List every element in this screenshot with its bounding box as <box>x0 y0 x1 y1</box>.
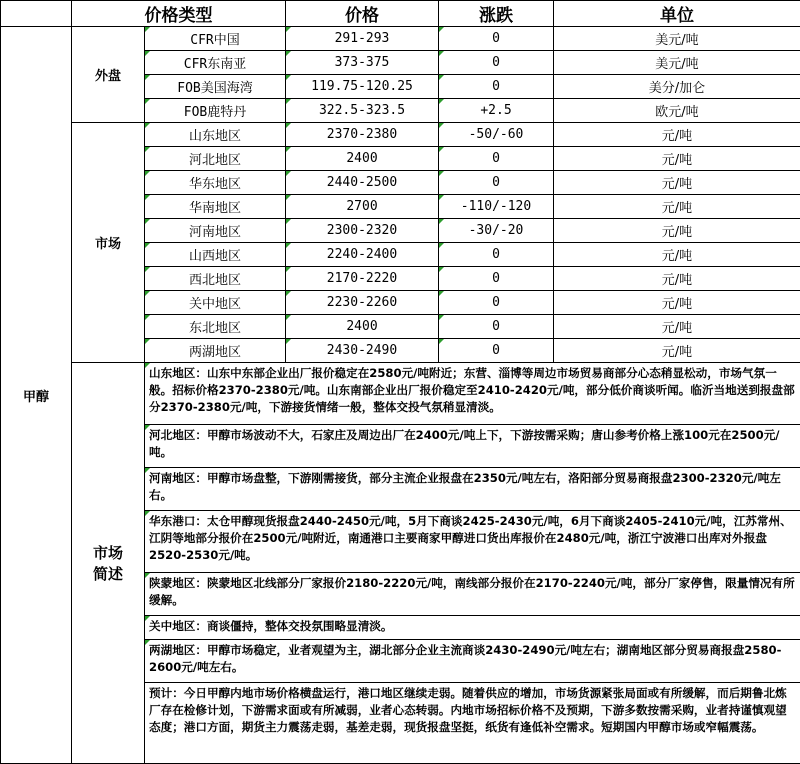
row-unit: 元/吨 <box>554 243 800 267</box>
note-shaanmeng: 陕蒙地区：陕蒙地区北线部分厂家报价2180-2220元/吨，南线部分报价在2170-2240元/吨，部分厂家停售，限量情况有所缓解。 <box>145 573 800 616</box>
row-name: 华南地区 <box>145 195 286 219</box>
row-price: 2230-2260 <box>286 291 439 315</box>
row-change: 0 <box>439 171 554 195</box>
note-lianghu: 两湖地区：甲醇市场稳定，业者观望为主，湖北部分企业主流商谈2430-2490元/吨左右；湖南地区部分贸易商报盘2580-2600元/吨左右。 <box>145 640 800 683</box>
row-unit: 元/吨 <box>554 123 800 147</box>
row-change: 0 <box>439 267 554 291</box>
header-price: 价格 <box>286 1 439 27</box>
row-unit: 元/吨 <box>554 267 800 291</box>
row-unit: 元/吨 <box>554 315 800 339</box>
row-price: 322.5-323.5 <box>286 99 439 123</box>
row-unit: 美分/加仑 <box>554 75 800 99</box>
row-price: 2300-2320 <box>286 219 439 243</box>
row-unit: 元/吨 <box>554 147 800 171</box>
row-change: 0 <box>439 51 554 75</box>
row-name: 西北地区 <box>145 267 286 291</box>
row-price: 2440-2500 <box>286 171 439 195</box>
row-unit: 元/吨 <box>554 195 800 219</box>
row-price: 291-293 <box>286 27 439 51</box>
outer-label: 外盘 <box>72 27 145 123</box>
row-change: 0 <box>439 339 554 363</box>
row-price: 373-375 <box>286 51 439 75</box>
note-guanzhong: 关中地区：商谈僵持，整体交投氛围略显清淡。 <box>145 616 800 640</box>
row-price: 2400 <box>286 315 439 339</box>
row-name: 两湖地区 <box>145 339 286 363</box>
table-row <box>1 123 800 147</box>
row-name: 河北地区 <box>145 147 286 171</box>
header-unit: 单位 <box>554 1 800 27</box>
header-blank <box>1 1 72 27</box>
row-change: 0 <box>439 147 554 171</box>
row-name: 关中地区 <box>145 291 286 315</box>
row-change: -110/-120 <box>439 195 554 219</box>
note-shandong: 山东地区：山东中东部企业出厂报价稳定在2580元/吨附近；东营、淄博等周边市场贸易商部分心态稍显松动，市场气氛一般。招标价格2370-2380元/吨。山东南部企业出厂报价稳定至2410-2420元/吨，部分低价商谈听闻。临沂当地送到报盘部分2370-2380元/吨，下游接货情绪一般，整体交投气氛稍显清淡。 <box>145 363 800 425</box>
row-price: 2430-2490 <box>286 339 439 363</box>
row-price: 2240-2400 <box>286 243 439 267</box>
row-price: 2400 <box>286 147 439 171</box>
row-change: 0 <box>439 291 554 315</box>
table-row <box>1 27 800 51</box>
row-price: 2370-2380 <box>286 123 439 147</box>
row-unit: 元/吨 <box>554 291 800 315</box>
row-change: -30/-20 <box>439 219 554 243</box>
row-price: 2170-2220 <box>286 267 439 291</box>
row-name: CFR东南亚 <box>145 51 286 75</box>
row-unit: 元/吨 <box>554 171 800 195</box>
row-unit: 美元/吨 <box>554 51 800 75</box>
row-unit: 欧元/吨 <box>554 99 800 123</box>
row-name: 东北地区 <box>145 315 286 339</box>
note-east-port: 华东港口：太仓甲醇现货报盘2440-2450元/吨，5月下商谈2425-2430元/吨，6月下商谈2405-2410元/吨，江苏常州、江阴等地部分报价在2500元/吨附近，南通港口主要商家甲醇进口货出库报价在2480元/吨，浙江宁波港口出库对外报盘2520-2530元/吨。 <box>145 511 800 573</box>
summary-label: 市场简述 <box>72 363 145 764</box>
row-change: 0 <box>439 75 554 99</box>
row-change: +2.5 <box>439 99 554 123</box>
note-forecast: 预计：今日甲醇内地市场价格横盘运行，港口地区继续走弱。随着供应的增加，市场货源紧张局面或有所缓解，而后期鲁北炼厂存在检修计划，下游需求面或有所减弱，业者心态转弱。内地市场招标价格不及预期，下游多数按需采购，业者持谨慎观望态度；港口方面，期货主力震荡走弱，基差走弱，现货报盘坚挺，纸货有逢低补空需求。短期国内甲醇市场或窄幅震荡。 <box>145 683 800 764</box>
row-price: 2700 <box>286 195 439 219</box>
row-change: 0 <box>439 315 554 339</box>
row-name: 山东地区 <box>145 123 286 147</box>
row-change: 0 <box>439 27 554 51</box>
row-change: -50/-60 <box>439 123 554 147</box>
row-price: 119.75-120.25 <box>286 75 439 99</box>
note-henan: 河南地区：甲醇市场盘整，下游刚需接货，部分主流企业报盘在2350元/吨左右，洛阳部分贸易商报盘2300-2320元/吨左右。 <box>145 468 800 511</box>
row-name: 河南地区 <box>145 219 286 243</box>
product-label: 甲醇 <box>1 27 72 764</box>
row-name: FOB美国海湾 <box>145 75 286 99</box>
row-change: 0 <box>439 243 554 267</box>
row-unit: 元/吨 <box>554 219 800 243</box>
market-label: 市场 <box>72 123 145 363</box>
header-row <box>1 1 800 27</box>
header-change: 涨跌 <box>439 1 554 27</box>
row-unit: 美元/吨 <box>554 27 800 51</box>
row-name: 华东地区 <box>145 171 286 195</box>
row-unit: 元/吨 <box>554 339 800 363</box>
header-type: 价格类型 <box>72 1 286 27</box>
row-name: FOB鹿特丹 <box>145 99 286 123</box>
row-name: CFR中国 <box>145 27 286 51</box>
row-name: 山西地区 <box>145 243 286 267</box>
summary-row <box>1 363 800 425</box>
note-hebei: 河北地区：甲醇市场波动不大，石家庄及周边出厂在2400元/吨上下，下游按需采购；唐山参考价格上涨100元在2500元/吨。 <box>145 425 800 468</box>
